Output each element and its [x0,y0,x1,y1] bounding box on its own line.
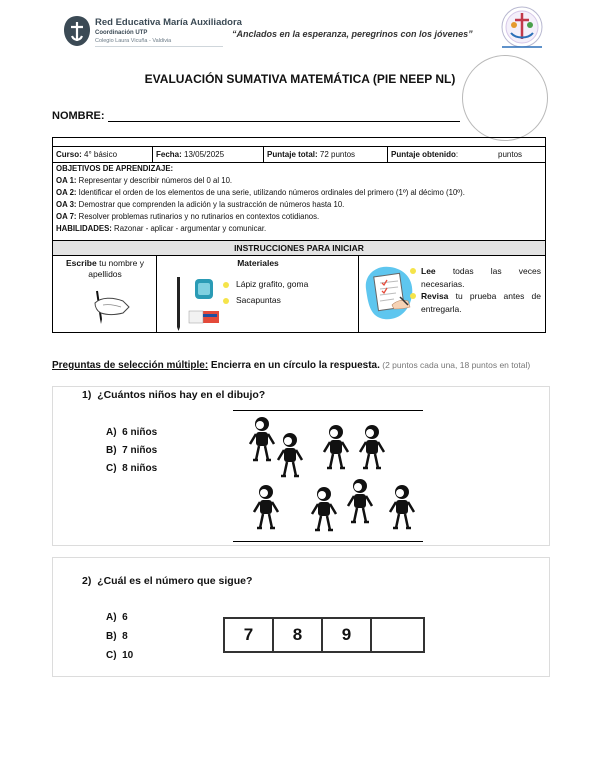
option-a[interactable] [106,427,157,438]
obtained-colon: : [455,150,459,159]
option-letter: C) [106,463,117,474]
option-letter: A) [106,427,117,438]
school-emblem-icon [62,14,92,48]
objective-code: OA 7: [56,212,77,222]
fecha-label: Fecha: [156,150,182,159]
objective-code: OA 2: [56,188,77,198]
total-label: Puntaje total: [267,150,318,159]
section-title: Preguntas de selección múltiple: [52,360,209,371]
skills-text: Razonar - aplicar - argumentar y comunicar. [111,224,267,234]
child-figure [250,417,274,460]
child-figure [254,485,278,528]
option-text: 10 [122,650,134,661]
option-text: 8 [122,631,128,642]
sequence-cell: 8 [274,619,323,651]
read-rest: todas las veces necesarias. [421,266,541,289]
fecha-cell [153,147,264,162]
obtained-label: Puntaje obtenido [391,150,456,159]
name-label: NOMBRE: [52,110,105,122]
info-table [52,137,546,333]
read-instruction [359,255,545,332]
total-cell [264,147,388,162]
question-text: ¿Cuántos niños hay en el dibujo? [97,389,266,401]
objective-text: Resolver problemas rutinarios y no rutinarios en contextos cotidianos. [76,212,320,222]
exam-title: EVALUACIÓN SUMATIVA MATEMÁTICA (PIE NEEP NL) [144,72,456,86]
question-number: 1) [82,389,92,401]
reading-checklist-icon [362,261,416,327]
objective-code: OA 1: [56,176,77,186]
option-letter: C) [106,650,117,661]
option-text: 8 niños [122,463,158,474]
picture-bottom-line [233,541,423,542]
obtained-units: puntos [498,150,523,159]
objective-item [56,175,544,187]
section-heading [52,356,552,375]
children-drawing [238,414,424,540]
logo-divider [95,46,223,47]
objectives-heading: OBJETIVOS DE APRENDIZAJE: [56,164,174,173]
total-value: 72 puntos [319,150,356,159]
bullet-icon [223,282,229,288]
option-letter: B) [106,445,117,456]
objectives [56,163,544,236]
child-figure [390,485,414,528]
question-text: ¿Cuál es el número que sigue? [97,575,253,587]
review-rest: tu prueba antes de entregarla. [421,291,541,314]
objective-text: Demostrar que comprenden la adición y la sustracción de números hasta 10. [76,200,345,210]
grade-circle [462,55,548,141]
objective-item [56,211,544,223]
option-text: 7 niños [122,445,158,456]
sequence-cell: 7 [225,619,274,651]
option-c[interactable] [106,650,133,661]
question-number: 2) [82,575,92,587]
org-name: Red Educativa María Auxiliadora [95,17,242,28]
skills-label: HABILIDADES: [56,224,112,234]
bullet-icon [223,298,229,304]
material-item [223,295,281,305]
child-figure [324,425,348,468]
materials-heading: Materiales [237,258,279,268]
name-line[interactable] [108,121,460,122]
info-row [53,146,545,163]
curso-value: 4° básico [84,150,118,159]
child-figure [312,487,336,530]
option-b[interactable] [106,631,128,642]
objective-code: OA 3: [56,200,77,210]
hand-writing-icon [83,285,133,327]
sequence-cell: 9 [323,619,372,651]
section-instruction: Encierra en un círculo la respuesta. [208,360,380,371]
skills [56,223,544,235]
org-subtitle: Coordinación UTP [95,30,148,36]
curso-cell [53,147,153,162]
option-b[interactable] [106,445,157,456]
child-figure [348,479,372,522]
org-school: Colegio Laura Vicuña - Valdivia [95,38,172,44]
obtained-cell [388,147,545,162]
option-text: 6 [122,612,128,623]
objective-item [56,187,544,199]
jubilee-seal-icon [494,3,550,55]
child-figure [278,433,302,476]
option-a[interactable] [106,612,128,623]
sequence-answer-cell[interactable] [372,619,423,651]
write-bold: Escribe [66,258,97,268]
option-c[interactable] [106,463,157,474]
write-instruction [53,255,157,332]
read-bold: Lee [421,266,436,276]
instructions-heading: INSTRUCCIONES PARA INICIAR [53,240,545,256]
read-text [421,265,541,315]
school-logo [62,14,242,50]
bullet-icon [410,293,416,299]
motto: “Anclados en la esperanza, peregrinos con los jóvenes” [232,29,473,39]
fecha-value: 13/05/2025 [184,150,225,159]
write-rest: tu nombre y apellidos [88,258,144,279]
picture-top-line [233,410,423,411]
objective-text: Identificar el orden de los elementos de una serie, utilizando números ordinales del primero (1º) al décimo (10º). [76,188,465,198]
school-supplies-icon [173,275,221,331]
material-text: Lápiz grafito, goma [236,279,309,289]
material-text: Sacapuntas [236,295,281,305]
bullet-icon [410,268,416,274]
option-text: 6 niños [122,427,158,438]
question-2 [82,575,252,587]
material-item [223,279,308,289]
child-figure [360,425,384,468]
section-points: (2 puntos cada una, 18 puntos en total) [379,360,531,370]
materials [157,255,359,332]
curso-label: Curso: [56,150,82,159]
number-sequence [223,617,425,653]
review-bold: Revisa [421,291,449,301]
option-letter: A) [106,612,117,623]
objective-text: Representar y describir números del 0 al 10. [76,176,233,186]
option-letter: B) [106,631,117,642]
question-1 [82,389,265,401]
objective-item [56,199,544,211]
